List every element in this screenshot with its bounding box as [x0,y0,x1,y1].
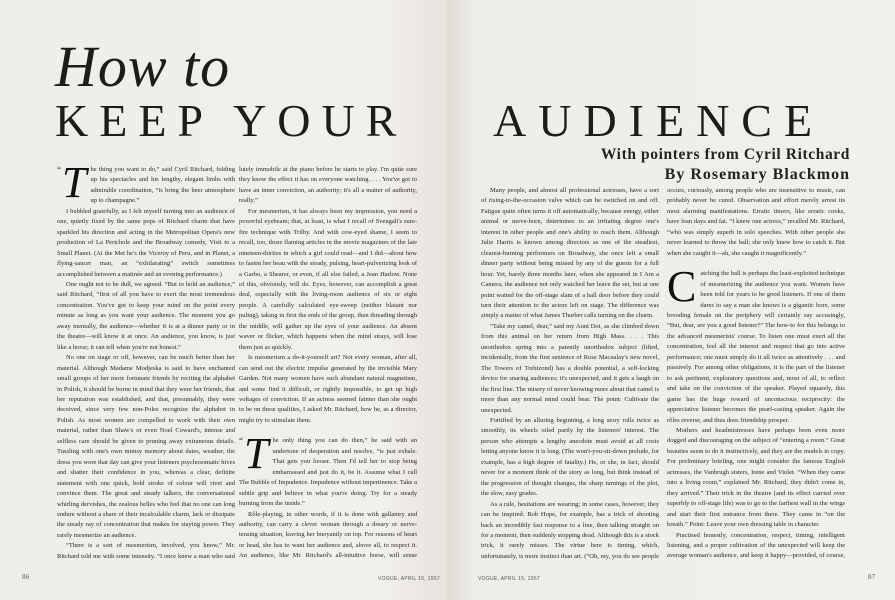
column-4 [667,186,845,562]
paragraph: Many people, and almost all professional actresses, have a sort of rising-to-the-occasion valve which can be switched on and off. Fatigue quite often turns it off automatically, because energy, either animal or nerve-born, determines to an irritating degree one's interest in other people and one's ability to reach them. Although Julie Harris is known among directors as one of the steadiest, clearest-burning performers on Broadway, she once left a small dinner party without being missed by any of the guests for a full hour. Yet, barely three months later, when she appeared in I Am a Camera, the audience not only watched her leave the set, but at one point waited for the off-stage slam of a hall door before they could turn their attention to the actors left on stage. The difference was simply a matter of what James Thurber calls turning on the charm. [481,187,659,320]
paragraph [239,429,417,509]
headline-keep-your: KEEP YOUR [55,95,408,146]
paragraph [667,262,845,426]
column-3 [481,186,659,562]
headline-how-to: How to [55,34,231,99]
paragraph: As a rule, hesitations are wearing; in some cases, however, they can be inspired. Bob Hope, for example, has a trick of shooting back an incredibly fast response to a line, then talking straight on for a moment, then suddenly stopping dead. Although this is a stock trick, it rarely misses. The virtue here is timing, which, unfortunately, is more instinct than art. (“Oh, my, you do see people [481,500,659,560]
column-2 [239,165,417,561]
paragraph [57,165,235,207]
page-number-left: 86 [22,573,30,581]
paragraph-text: he only thing you can do then,” he said with an undertone of desperation and resolve, “is just exhale. That gets you looser. Then I'd tell her to stop being embarrassed and just do it, be it. Assume what I call The Bubble of Impudence. Impudence without impertinence. Take a subtle grip and believe in what you're doing. Try for a steady burning from the inside.” [239,437,417,508]
subtitle: With pointers from Cyril Ritchard [600,146,850,163]
paragraph: Fortified by an alluring beginning, a long story rolls twice as smoothly, its wheels oiled partly by the listeners' interest. The person who attempts a lengthy anecdote must avoid at all costs letting anyone know it is long. (The won't-you-sit-down prelude, for example, has a high degree of fatality.) He, or she, in fact, should never for a moment think of the story as long, but think instead of the progression of thought changes, the sharp turnings of the plot, the slow, easy grades. [481,416,659,498]
paragraph-text: he thing you want to do,” said Cyril Ritchard, folding up his spectacles and his lengthy, elegant limbs with admirable coordination, “is bring the beer atmosphere up to champagne.” [90,166,235,205]
drop-cap: T [244,429,269,479]
folio-right: VOGUE, APRIL 15, 1957 [478,576,540,582]
paragraph: No one on stage or off, however, can be much better than her material. Although Madame Modjeska is said to have enchanted small groups of her more fortunate friends by reciting the alphabet in Polish, it should be borne in mind that they were her friends, that her reputation was established, and that, presumably, they were deceived, since very few non-Poles recognize the alphabet in Polish. As most women are compelled to work with their own material, rather than Shaw's or even Noel Coward's, intense and selfless care should be given to pruning away extraneous details. Tussling with one's own mimsy memory about dates, weather, the dress you wore that day can give your listeners psychosomatic hives and shatter their confidence in you, whereas a clear, definite statement with one quick, bold stroke of colour will rivet and convince them. The great and steady talkers, the conversational whirling dervishes, the zealous belles who feel that no one can long endure without a share of their incalculable charm, lack or dissipate the steady ray of concentration that makes for staying power. They rarely mesmerize an audience. [57,354,235,539]
paragraph: “There is a sort of mesmerism, involved, you know,” Mr. Ritchard told me with some intensity. “I once knew a man who said [57,542,235,560]
paragraph-text: atching the ball is perhaps the least-exploited technique of mesmerizing the audience you want. Women have been told for years to be good listeners. If one of them dares to say a man she knows is a gigantic bore, some brooding female on the periphery will certainly say accusingly, “But, dear, are you a good listener?” The how-to for this belongs to the advanced mesmerists' course. To listen one must exert all the concentration, feel all the interest and respect that go into active performance; one must simply do it all twice as attentively . . . and passively. For among other obligations, it is the part of the listener to ask pertinent, exploratory questions and, most of all, to reflect and take on the conviction of the speaker. Played squarely, this game has the huge reward of unconscious reciprocity: the appreciative listener becomes the pearl-casting speaker. Again the rôles reverse, and thus does friendship prosper. [667,270,845,424]
paragraph: Mothers and headmistresses have perhaps been even more dogged and discouraging on the subject of “entering a room.” Great beauties seem to do it instinctively, and they are the models to copy. For preliminary briefing, one might consider the famous English actresses, the Vanbrugh sisters, Irene and Violet. “When they came into a living room,” explained Mr. Ritchard, they didn't come in, they arrived.” Their trick in the theatre (and its effect carried over superbly to off-stage life) was to go to the farthest wall in the wings and start their first entrance from there. They came in “on the breath.” Point: Leave your own dressing table in character. [667,426,845,529]
paragraph: occurs, curiously, among people who are insensitive to music, can probably never be cured. Observation and effort merely arrest its most alarming manifestations. Erratic timers, like erratic cooks, have lean days and fat. “I knew one actress,” recalled Mr. Ritchard, “who was simply superb in solo speeches. With other people she never learned to throw the ball; she only knew how to catch it. But when she caught it—ah, she caught it magnificently.” [667,187,845,257]
page-number-right: 87 [868,573,876,581]
paragraph: Is mesmerism a do-it-yourself art? Not every woman, after all, can send out the electric impulse generated by the invisible Mary Garden. Not many women have such abundant natural magnetism, and some find it difficult, or rightly impossible, to get up high voltages of conviction. If an actress seemed fainter than she ought to be on these qualities, I asked Mr. Ritchard, how he, as a director, might try to stimulate them. [239,354,417,424]
paragraph: Practised honestly, concentration, respect, timing, intelligent listening, and a proper cultivation of the unexpected will keep the average woman's audience, and keep it happy—provided, of course, [667,531,845,560]
paragraph: lutely immobile at the piano before he starts to play. I'm quite sure they know the effect it has on everyone watching. . . . You've got to have an inner conviction, an authority; it's all a matter of authority, really.” [239,166,417,205]
paragraph: For mesmerism, it has always been my impression, you need a powerful eyebeam; that, at least, is what I recall of Svengali's sure-fire technique with Trilby. And with cow-eyed shame, I seem to recall, too, those flaming articles in the movie magazines of the late nineteen-thirties in which a girl could read—and I did—about how to fasten her beau with the steady, pulsing, heart-pulverizing look of a Garbo, a Shearer, or even, if all else failed, a Jean Harlow. None of this, obviously, will do. Eyes, however, can accomplish a great deal, especially with the living-room audience of six or eight people. A carefully calculated eye-sweep (neither blatant nor puling), taking in first the ends of the group, then threading through the middle, will gather up the eyes of your audience. An absent waver or flicker, which happens when the mind strays, will lose them just as quickly. [239,207,417,351]
paragraph: I bubbled gratefully, as I felt myself turning into an audience of one, quietly fixed by the same pops of Ritchard charm that have sparkled his direction and acting in the Metropolitan Opera's new production of La Perichole and the Broadway comedy, Visit to a Small Planet. (At the Met he's the Viceroy of Peru, and in Planet, a flying-saucer man, an “exhilarating” switch sometimes accomplished between a matinée and an evening performance.) [57,207,235,278]
folio-left: VOGUE, APRIL 15, 1957 [378,576,440,582]
column-1 [57,165,235,561]
drop-cap: T [62,165,87,207]
byline: By Rosemary Blackmon [664,166,850,183]
paragraph: “Take my camel, dear,” said my Aunt Dot, as she climbed down from this animal on her return from High Mass. . . . This unorthodox spring into a patently unorthodox subject (lifted, incidentally, from the first sentence of Rose Macaulay's new novel, The Towers of Trebizond) has a double potential, a self-locking device for snaring audiences; it's unexpected, and it gets a laugh on the first line. The misery of never knowing more about that camel is more than any normal mind could bear. The point: Cultivate the unexpected. [481,322,659,414]
opening-quote: “ [239,436,243,447]
paragraph: Rôle-playing, in other words, if it is done with gallantry and authority, can carry a clever woman through a dreary or nerve-tensing situation, leaving her buoyantly on top. For reasons of heart or head, she has to want her audience and, above all, to respect it. An audience, like Mr. Ritchard's all-intuitive horse, will sense [239,510,417,560]
headline-audience: AUDIENCE [493,95,825,146]
opening-quote: “ [57,165,61,175]
drop-cap: C [667,262,697,312]
paragraph: One ought not to be dull, we agreed. “But to hold an audience,” said Ritchard, “first of all you have to exert the most tremendous concentration. You've got to keep your mind on the point every minute as long as you want your audience. The moment you go away mentally, the audience—whether it is at a dinner party or in the theatre—will know it at once. An audience, you know, is just like a horse; it can tell when you're not honest.” [57,280,235,351]
